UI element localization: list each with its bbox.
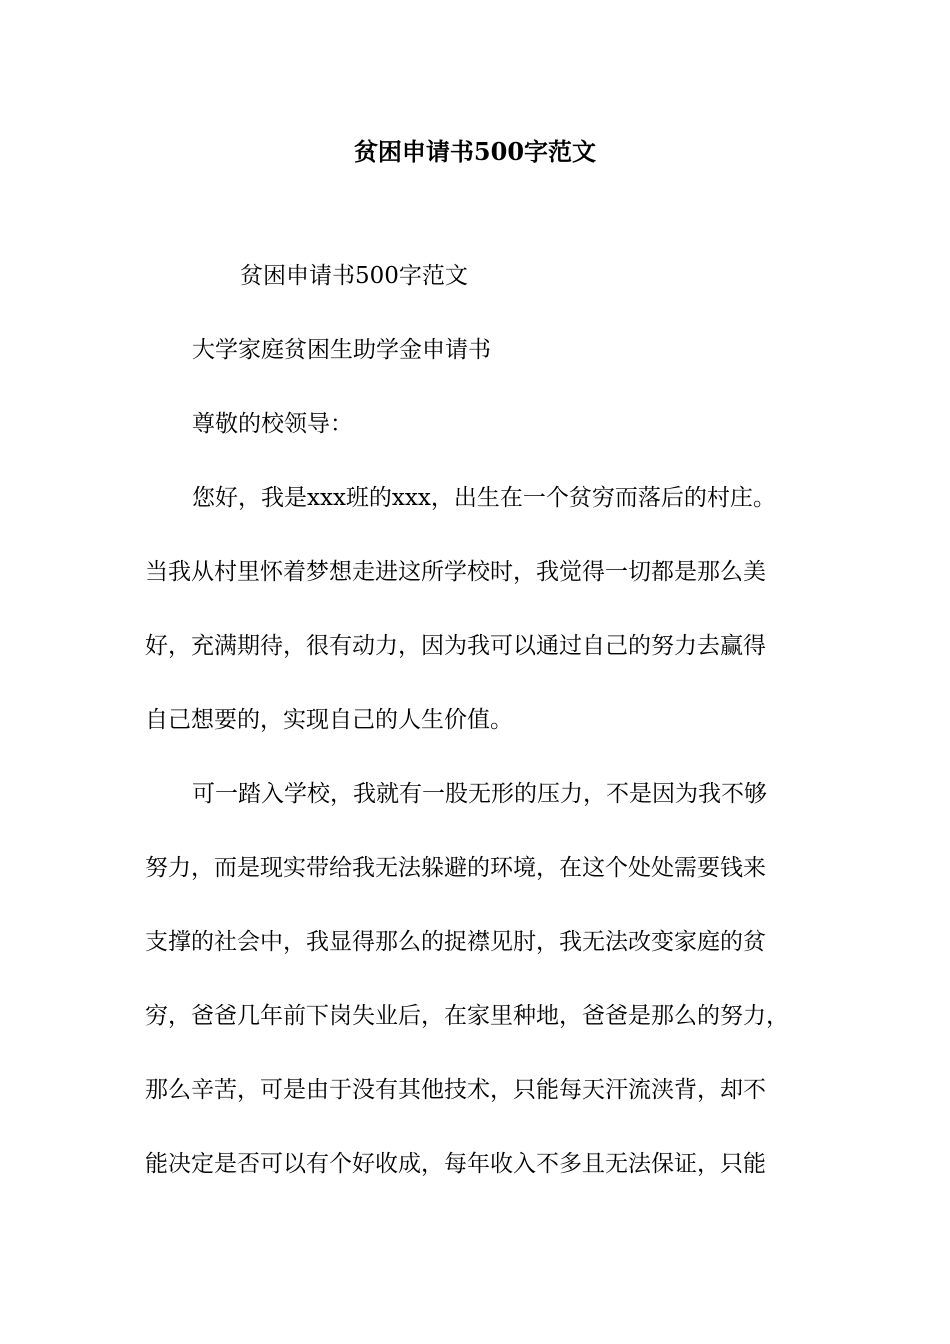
document-heading: 贫困申请书500字范文 — [353, 137, 597, 166]
body-line: 可一踏入学校，我就有一股无形的压力，不是因为我不够 — [192, 781, 767, 807]
body-line: 那么辛苦，可是由于没有其他技术，只能每天汗流浃背，却不 — [145, 1077, 766, 1103]
body-line: 支撑的社会中，我显得那么的捉襟见肘，我无法改变家庭的贫 — [145, 929, 766, 955]
body-line: 自己想要的，实现自己的人生价值。 — [145, 707, 513, 733]
body-line: 努力，而是现实带给我无法躲避的环境，在这个处处需要钱来 — [145, 855, 766, 881]
body-line: 好，充满期待，很有动力，因为我可以通过自己的努力去赢得 — [145, 633, 766, 659]
body-line: 您好，我是xxx班的xxx，出生在一个贫穷而落后的村庄。 — [192, 485, 776, 511]
doc-title-line: 大学家庭贫困生助学金申请书 — [192, 337, 491, 363]
body-line: 当我从村里怀着梦想走进这所学校时，我觉得一切都是那么美 — [145, 559, 766, 585]
subtitle-line: 贫困申请书500字范文 — [240, 263, 468, 289]
salutation-line: 尊敬的校领导： — [192, 411, 353, 437]
body-line: 穷，爸爸几年前下岗失业后，在家里种地，爸爸是那么的努力， — [145, 1003, 789, 1029]
body-line: 能决定是否可以有个好收成，每年收入不多且无法保证，只能 — [145, 1151, 766, 1177]
